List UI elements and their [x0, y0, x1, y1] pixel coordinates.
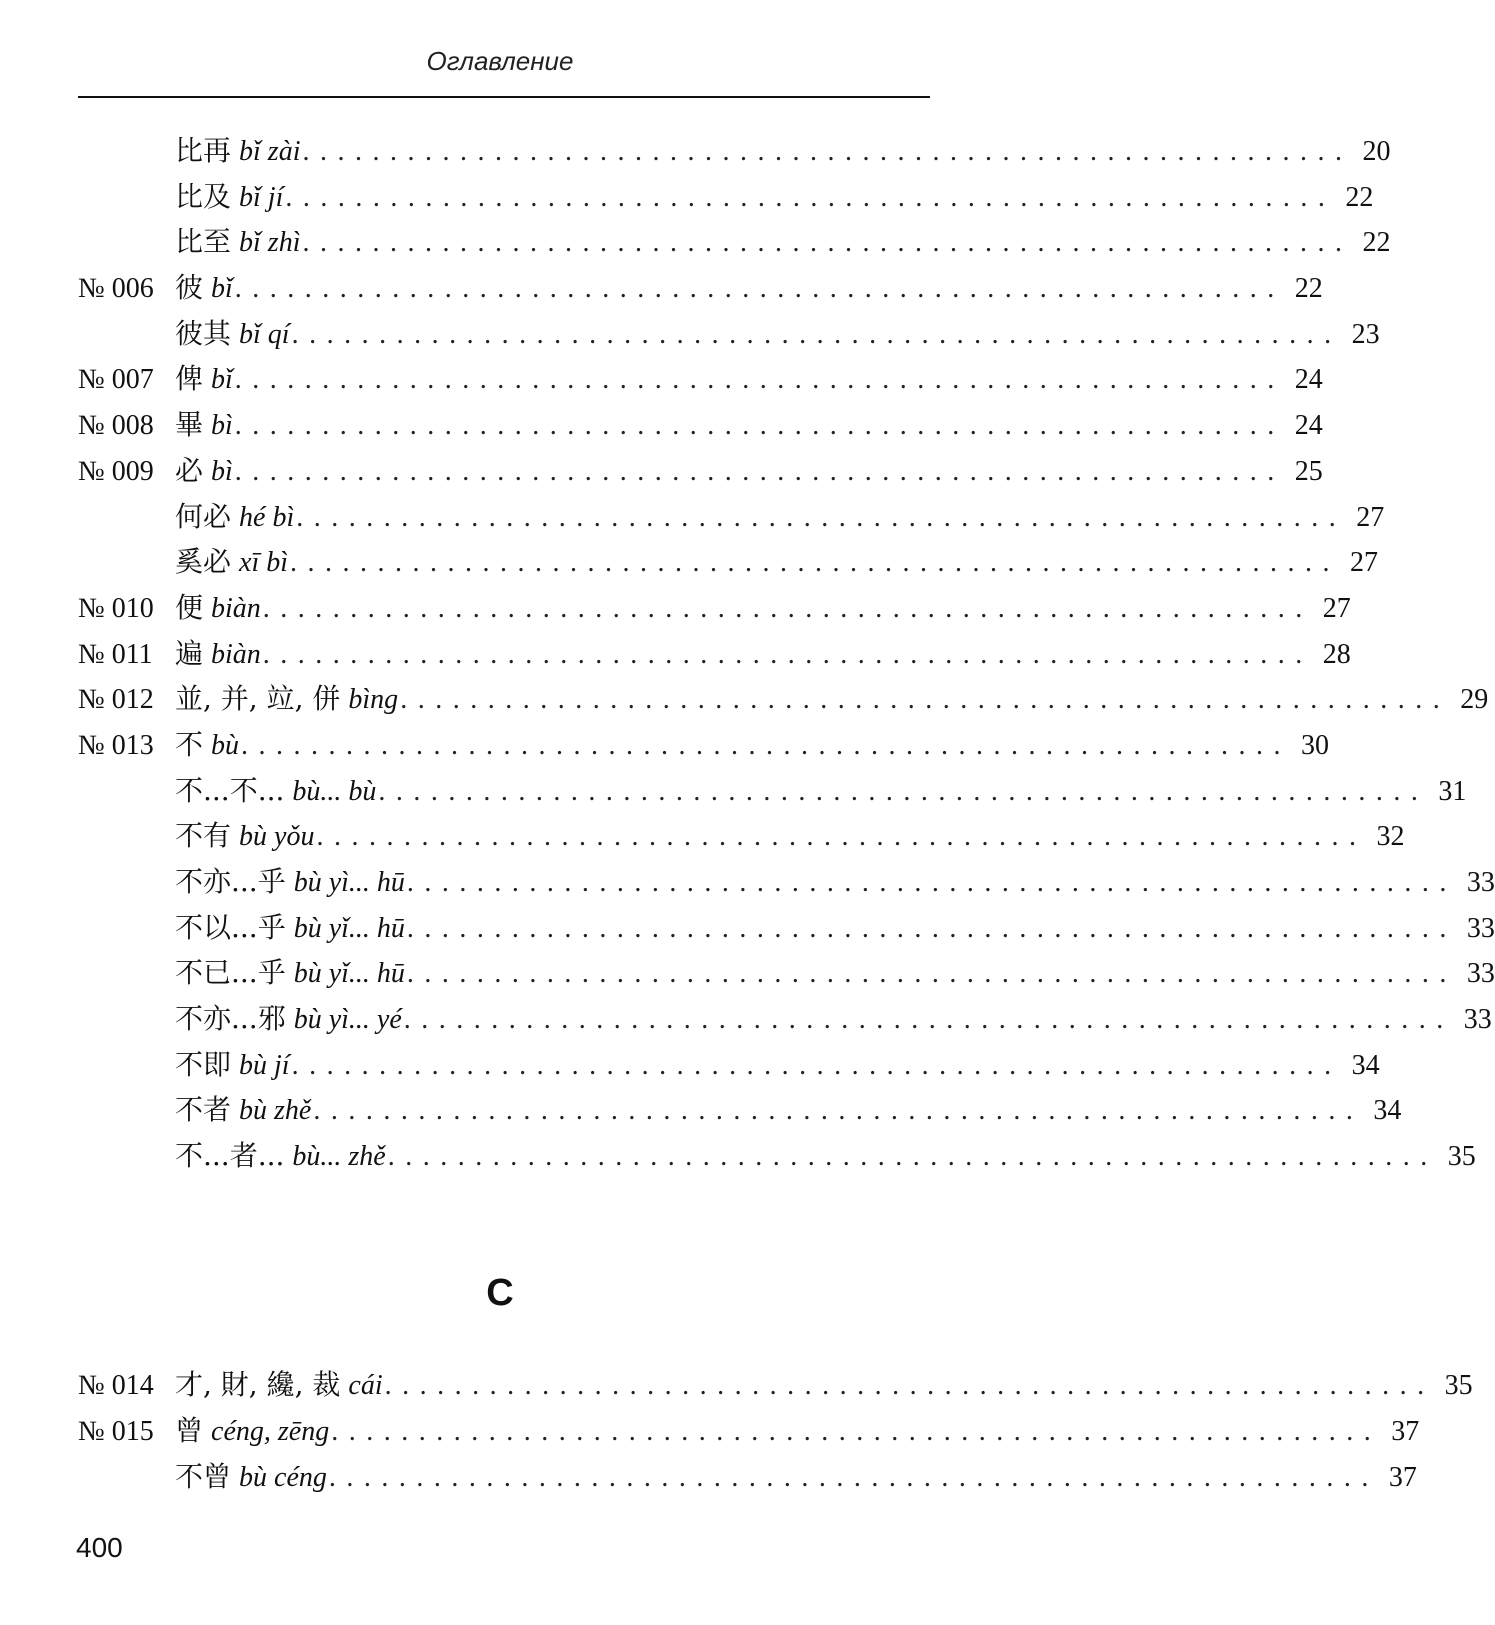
toc-entry	[78, 905, 1495, 951]
entry-number: № 013	[78, 729, 154, 761]
header-rule	[78, 96, 930, 98]
entry-pinyin: bù jí	[239, 1049, 290, 1081]
toc-entry	[78, 1133, 1476, 1179]
toc-entry	[78, 174, 1374, 220]
entry-hanzi: 不者	[175, 1093, 232, 1127]
page-number: 400	[76, 1532, 123, 1563]
entry-title	[175, 950, 405, 997]
section-letter-heading: C	[486, 1272, 514, 1314]
entry-title	[175, 539, 288, 586]
toc-entry	[78, 128, 1391, 174]
dot-leader: ............................................................	[406, 867, 1457, 898]
entry-page-number: 27	[1322, 592, 1351, 624]
entry-title	[175, 859, 405, 906]
entry-title	[175, 311, 290, 358]
dot-leader: ............................................................	[331, 1416, 1382, 1447]
entry-pinyin: biàn	[211, 592, 261, 624]
entry-page-number: 22	[1362, 227, 1391, 259]
entry-pinyin: bù zhě	[239, 1095, 312, 1127]
entry-pinyin: bǐ qí	[239, 318, 290, 350]
entry-number: № 007	[78, 364, 154, 396]
entry-page-number: 34	[1373, 1095, 1402, 1127]
dot-leader: ............................................................	[316, 821, 1367, 853]
entry-page-number: 25	[1294, 455, 1323, 487]
entry-pinyin: bì	[211, 410, 233, 442]
entry-page-number: 33	[1466, 958, 1495, 990]
entry-page-number: 33	[1463, 1004, 1492, 1036]
entry-title	[175, 356, 233, 403]
entry-page-number: 27	[1350, 547, 1379, 579]
toc-entry	[78, 311, 1380, 357]
entry-page-number: 20	[1362, 136, 1391, 167]
entry-pinyin: bù yì... hū	[293, 867, 405, 898]
entry-hanzi: 彼其	[175, 316, 232, 350]
entry-pinyin: céng, zēng	[211, 1416, 330, 1447]
entry-page-number: 35	[1447, 1141, 1476, 1173]
entry-page-number: 30	[1301, 729, 1330, 761]
entry-title	[175, 722, 239, 769]
entry-hanzi: 不亦...乎	[175, 865, 286, 898]
entry-hanzi: 不...者...	[175, 1139, 285, 1173]
entry-pinyin: biàn	[211, 638, 261, 670]
entry-page-number: 27	[1356, 501, 1385, 533]
entry-hanzi: 比及	[175, 179, 232, 213]
entry-page-number: 32	[1376, 821, 1405, 853]
toc-entry	[78, 768, 1467, 814]
entry-title	[175, 494, 294, 541]
entry-title	[175, 265, 233, 312]
entry-pinyin: bǐ	[211, 273, 233, 305]
toc-entry	[78, 402, 1323, 448]
dot-leader: ............................................................	[234, 364, 1285, 396]
toc-entry	[78, 494, 1385, 540]
entry-pinyin: cái	[348, 1370, 383, 1401]
dot-leader: ............................................................	[285, 181, 1336, 213]
entry-pinyin: bì	[211, 455, 233, 487]
entry-title	[175, 174, 283, 221]
dot-leader: ............................................................	[406, 912, 1457, 944]
dot-leader: ............................................................	[302, 136, 1353, 167]
entry-title	[175, 128, 300, 175]
dot-leader: ............................................................	[384, 1370, 1435, 1401]
entry-hanzi: 曾	[175, 1414, 204, 1447]
dot-leader: ............................................................	[328, 1462, 1379, 1493]
entry-hanzi: 不以...乎	[175, 910, 286, 944]
running-header: Оглавление	[426, 46, 574, 76]
entry-title	[175, 813, 314, 860]
entry-hanzi: 畢	[175, 408, 204, 442]
entry-hanzi: 遍	[175, 636, 204, 670]
entry-hanzi: 不曾	[175, 1460, 232, 1493]
entry-page-number: 33	[1466, 912, 1495, 944]
entry-pinyin: bǐ jí	[239, 181, 284, 213]
entry-page-number: 24	[1294, 410, 1323, 442]
entry-title	[175, 1362, 383, 1409]
entry-hanzi: 何必	[175, 499, 232, 533]
entry-hanzi: 不	[175, 727, 204, 761]
entry-hanzi: 奚必	[175, 545, 232, 579]
entry-title	[175, 448, 233, 495]
toc-entry	[78, 448, 1323, 494]
entry-page-number: 37	[1388, 1462, 1417, 1493]
dot-leader: ............................................................	[234, 410, 1285, 442]
entry-hanzi: 不已...乎	[175, 956, 286, 990]
dot-leader: ............................................................	[403, 1004, 1454, 1036]
entry-number: № 008	[78, 410, 154, 442]
entry-hanzi: 並, 并, 竝, 併	[175, 682, 341, 716]
entry-number: № 006	[78, 273, 154, 305]
toc-list-b	[78, 128, 1495, 1179]
entry-number: № 010	[78, 592, 154, 624]
entry-title	[175, 768, 376, 815]
toc-entry	[78, 356, 1323, 402]
entry-number: № 015	[78, 1416, 154, 1447]
entry-title	[175, 905, 405, 952]
entry-page-number: 35	[1444, 1370, 1473, 1401]
entry-pinyin: bù yì... yé	[293, 1004, 402, 1036]
entry-number: № 012	[78, 684, 154, 716]
entry-pinyin: bù yǒu	[239, 821, 315, 853]
entry-pinyin: bù... zhě	[292, 1141, 386, 1173]
dot-leader: ............................................................	[406, 958, 1457, 990]
entry-hanzi: 不即	[175, 1047, 232, 1081]
entry-number: № 009	[78, 455, 154, 487]
dot-leader: ............................................................	[234, 273, 1285, 305]
entry-hanzi: 彼	[175, 271, 204, 305]
entry-page-number: 31	[1438, 775, 1467, 807]
toc-entry	[78, 219, 1391, 265]
entry-pinyin: bù yǐ... hū	[293, 912, 405, 944]
toc-entry	[78, 859, 1495, 905]
entry-hanzi: 不亦...邪	[175, 1002, 286, 1036]
entry-title	[175, 676, 398, 723]
entry-page-number: 22	[1345, 181, 1374, 213]
toc-entry	[78, 631, 1351, 677]
entry-number: № 011	[78, 638, 153, 670]
entry-pinyin: bìng	[348, 684, 399, 716]
entry-page-number: 24	[1294, 364, 1323, 396]
entry-title	[175, 1454, 327, 1501]
dot-leader: ............................................................	[387, 1141, 1438, 1173]
dot-leader: ............................................................	[291, 318, 1342, 350]
dot-leader: ............................................................	[313, 1095, 1364, 1127]
dot-leader: ............................................................	[291, 1049, 1342, 1081]
toc-entry	[78, 996, 1492, 1042]
entry-hanzi: 不...不...	[175, 773, 285, 807]
dot-leader: ............................................................	[290, 547, 1341, 579]
entry-hanzi: 比至	[175, 225, 232, 259]
entry-title	[175, 631, 261, 678]
dot-leader: ............................................................	[378, 775, 1429, 807]
dot-leader: ............................................................	[234, 455, 1285, 487]
dot-leader: ............................................................	[241, 729, 1292, 761]
entry-hanzi: 必	[175, 453, 204, 487]
entry-page-number: 22	[1294, 273, 1323, 305]
entry-hanzi: 俾	[175, 362, 204, 396]
toc-entry	[78, 813, 1405, 859]
dot-leader: ............................................................	[262, 592, 1313, 624]
dot-leader: ............................................................	[262, 638, 1313, 670]
entry-title	[175, 1042, 290, 1089]
entry-title	[175, 1133, 386, 1180]
entry-page-number: 33	[1466, 867, 1495, 898]
toc-entry	[78, 1362, 1473, 1408]
entry-pinyin: hé bì	[239, 501, 295, 533]
dot-leader: ............................................................	[400, 684, 1451, 716]
entry-title	[175, 1408, 329, 1455]
toc-entry	[78, 950, 1495, 996]
toc-entry	[78, 1408, 1420, 1454]
entry-hanzi: 才, 財, 纔, 裁	[175, 1368, 341, 1401]
entry-pinyin: xī bì	[239, 547, 289, 579]
entry-pinyin: bǐ	[211, 364, 233, 396]
entry-pinyin: bǐ zhì	[239, 227, 301, 259]
entry-pinyin: bù céng	[239, 1462, 327, 1493]
entry-title	[175, 219, 300, 266]
toc-entry	[78, 676, 1489, 722]
entry-pinyin: bù yǐ... hū	[293, 958, 405, 990]
toc-entry	[78, 265, 1323, 311]
entry-hanzi: 便	[175, 590, 204, 624]
dot-leader: ............................................................	[302, 227, 1353, 259]
toc-entry	[78, 722, 1330, 768]
entry-title	[175, 1087, 311, 1134]
toc-list-c	[78, 1362, 1473, 1500]
entry-number: № 014	[78, 1370, 154, 1401]
entry-page-number: 37	[1391, 1416, 1420, 1447]
entry-hanzi: 不有	[175, 819, 232, 853]
toc-entry	[78, 1087, 1402, 1133]
entry-page-number: 29	[1460, 684, 1489, 716]
entry-pinyin: bù	[211, 729, 240, 761]
entry-hanzi: 比再	[175, 134, 232, 167]
entry-title	[175, 585, 261, 632]
entry-page-number: 34	[1351, 1049, 1380, 1081]
entry-page-number: 23	[1351, 318, 1380, 350]
dot-leader: ............................................................	[296, 501, 1347, 533]
entry-title	[175, 996, 402, 1043]
toc-entry	[78, 1042, 1380, 1088]
entry-pinyin: bù... bù	[292, 775, 377, 807]
entry-pinyin: bǐ zài	[239, 136, 301, 167]
entry-page-number: 28	[1322, 638, 1351, 670]
toc-entry	[78, 585, 1351, 631]
entry-title	[175, 402, 233, 449]
toc-entry	[78, 1454, 1417, 1500]
toc-entry	[78, 539, 1379, 585]
